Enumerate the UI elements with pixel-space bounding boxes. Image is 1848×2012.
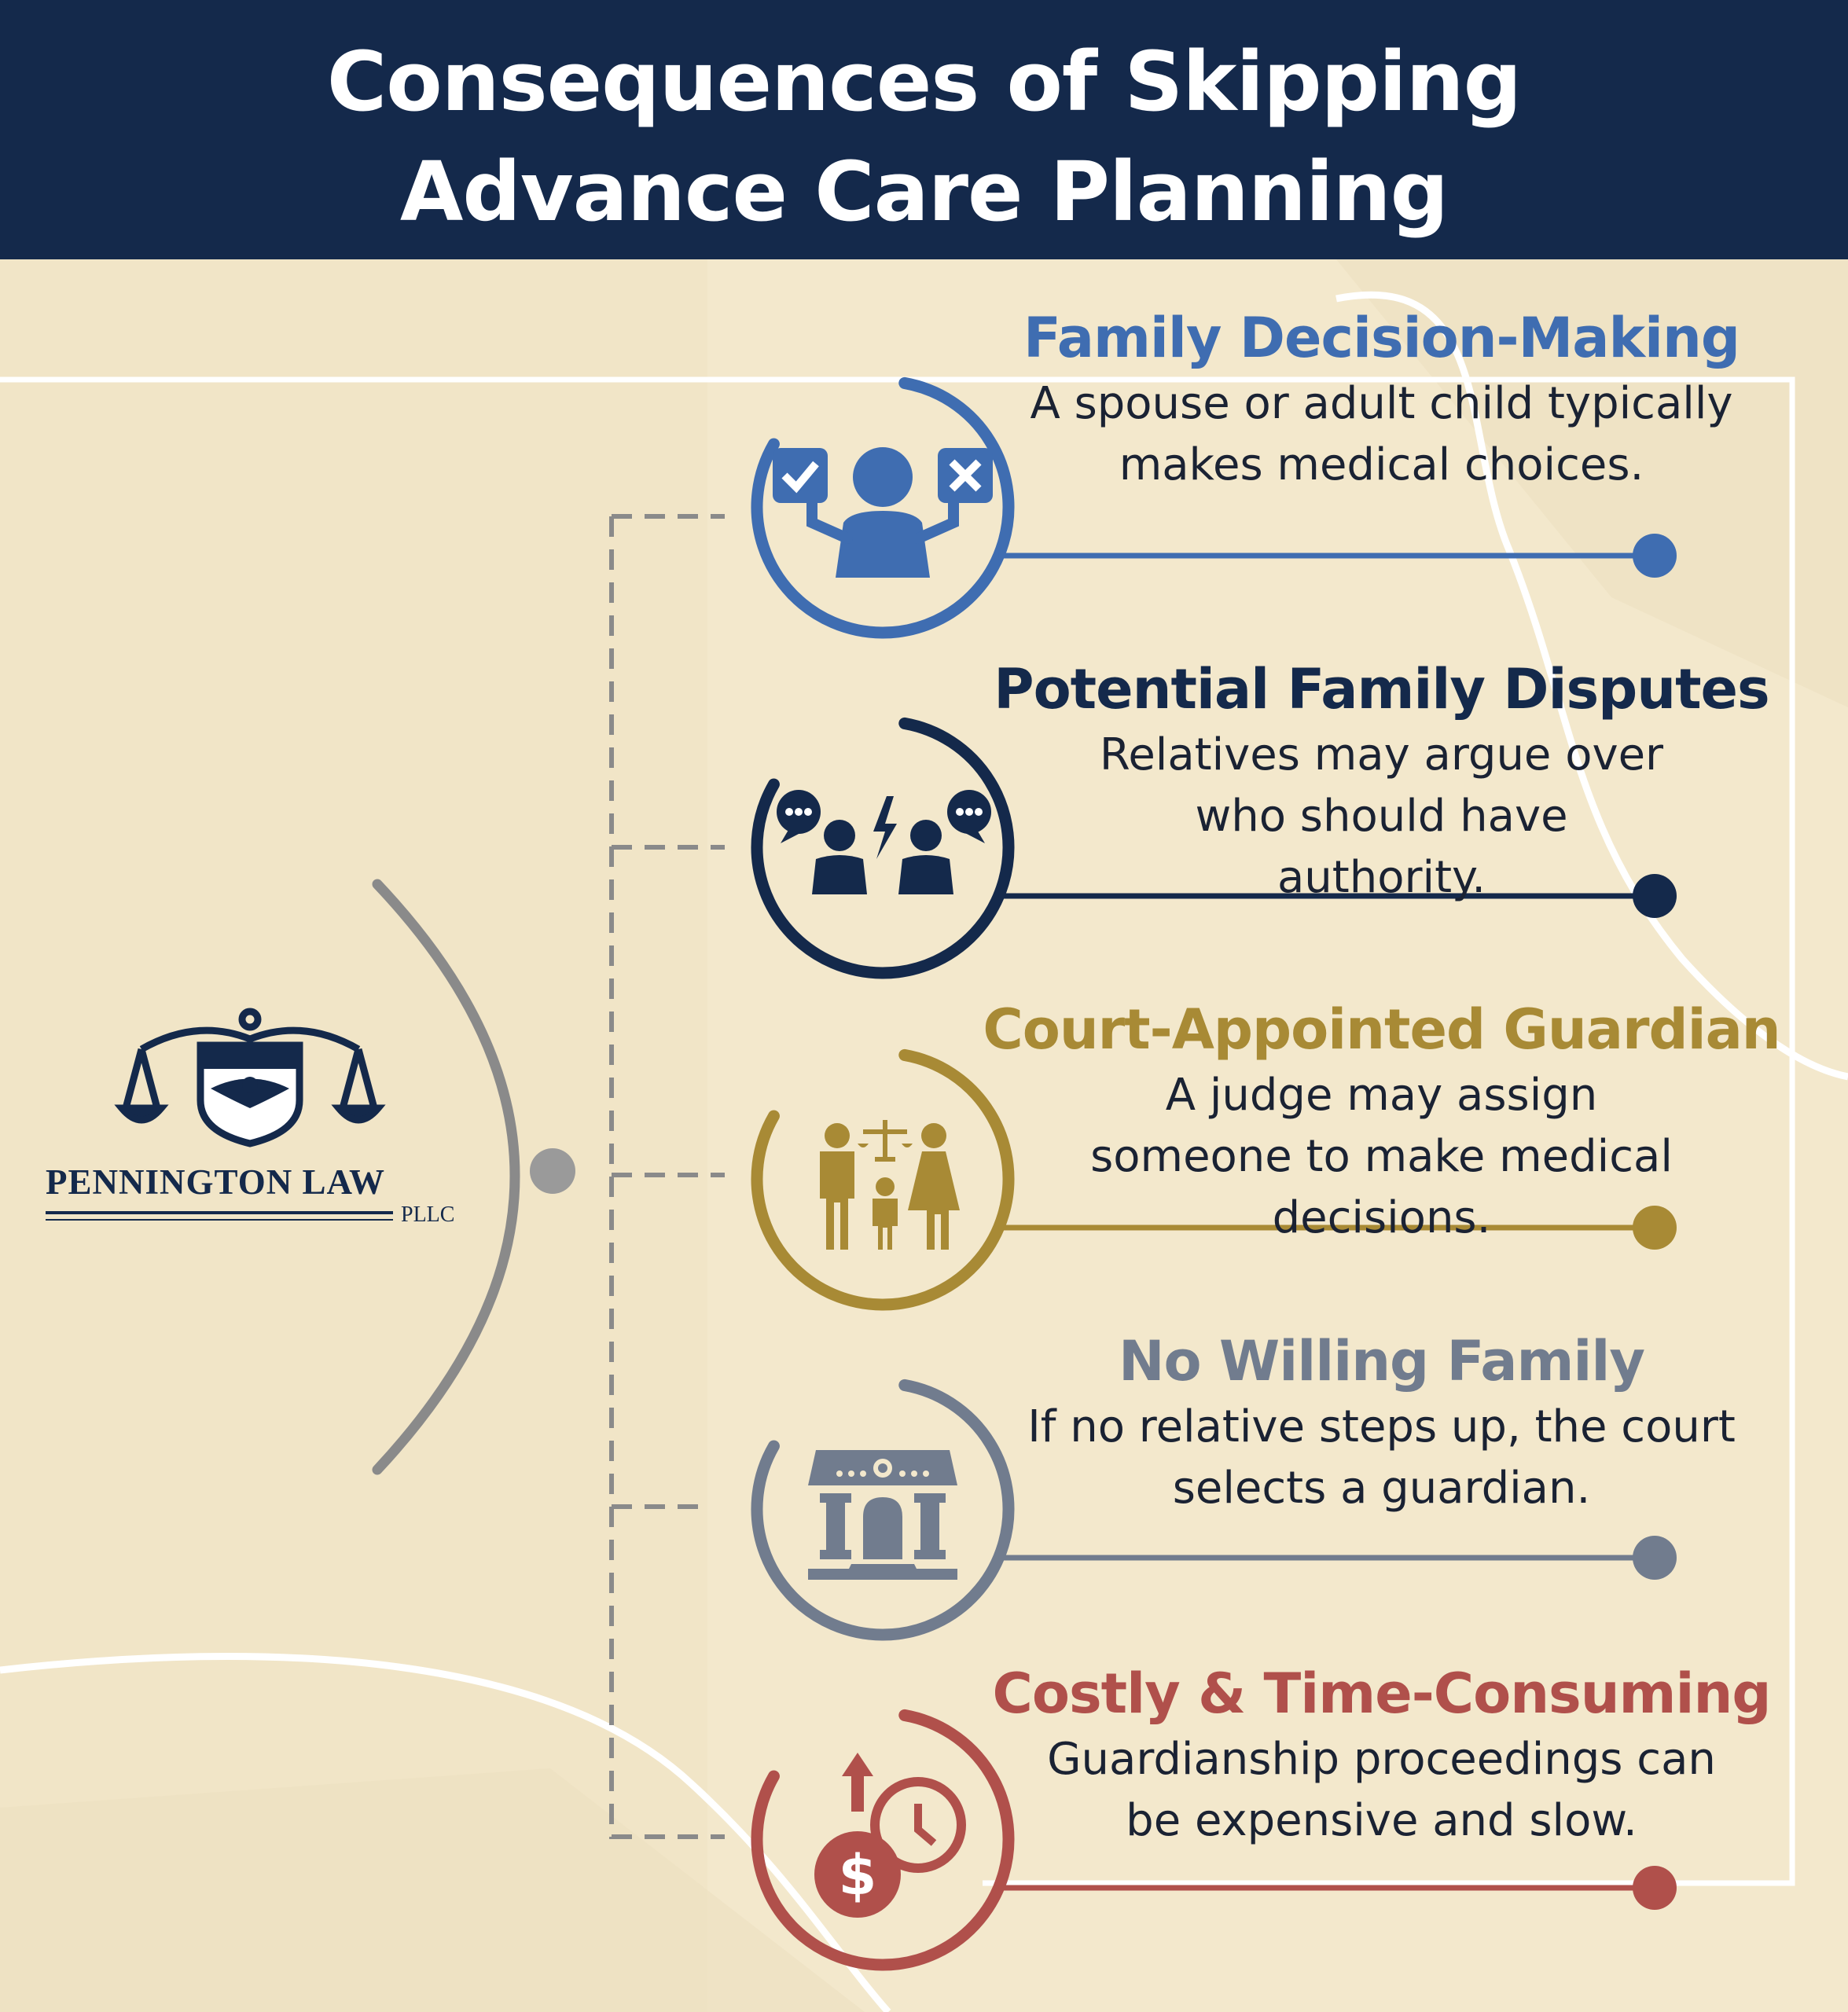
item-description: A judge may assign someone to make medical decisions. [1090, 1070, 1673, 1243]
item-costly-time-consuming [979, 1658, 1784, 1852]
page-title-line-1: Consequences of Skipping [326, 34, 1522, 130]
item-court-appointed-guardian [971, 994, 1792, 1249]
item-end-dot [1633, 1866, 1677, 1910]
item-family-decision-making [986, 303, 1776, 496]
item-description: Guardianship proceedings can be expensive and slow. [1047, 1734, 1716, 1846]
item-title: No Willing Family [1118, 1329, 1645, 1393]
header-banner [0, 0, 1848, 259]
logo-suffix: PLLC [401, 1202, 455, 1227]
item-end-dot [1633, 1536, 1677, 1580]
item-potential-family-disputes [986, 654, 1776, 909]
item-description: Relatives may argue over who should have authority. [1099, 729, 1664, 903]
item-title: Family Decision-Making [1023, 306, 1740, 370]
item-description: A spouse or adult child typically makes medical choices. [1030, 378, 1733, 490]
item-end-dot [1633, 534, 1677, 578]
logo-name: PENNINGTON LAW [46, 1162, 385, 1202]
page-title-line-2: Advance Care Planning [399, 144, 1449, 240]
item-title: Costly & Time-Consuming [992, 1661, 1771, 1726]
item-title: Court-Appointed Guardian [983, 997, 1780, 1062]
item-description: If no relative steps up, the court selects a guardian. [1027, 1401, 1736, 1514]
center-node-dot [530, 1148, 575, 1194]
svg-text:$: $ [838, 1843, 877, 1907]
item-no-willing-family [986, 1326, 1776, 1519]
item-title: Potential Family Disputes [994, 657, 1769, 721]
